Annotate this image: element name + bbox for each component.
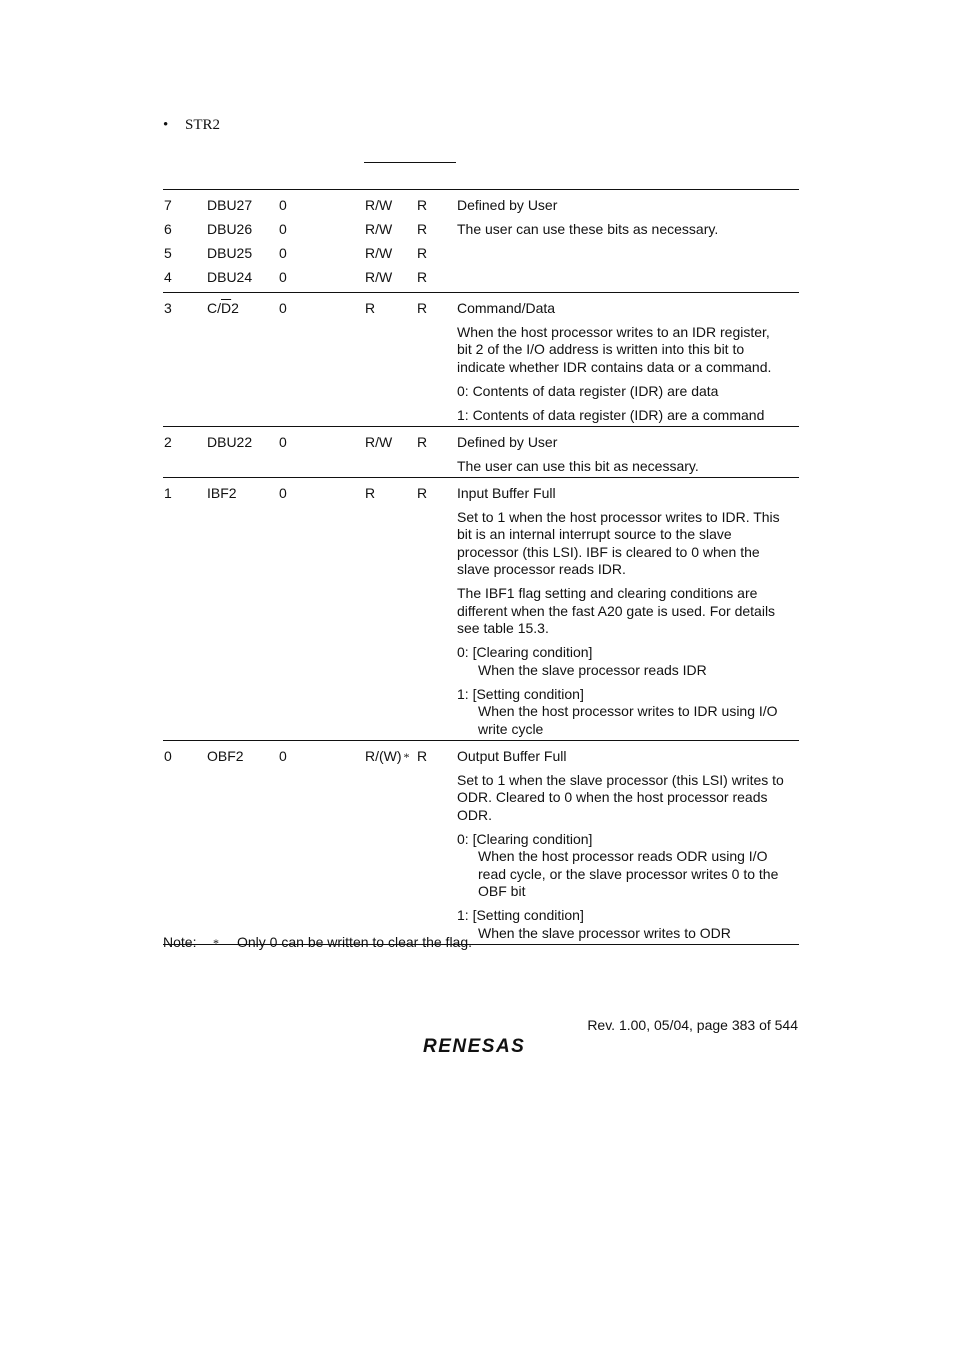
slave-rw-cell: R/W	[365, 196, 393, 213]
slave-rw-cell: R	[365, 299, 376, 316]
description-paragraph	[457, 907, 799, 942]
slave-rw-cell: R/W	[365, 433, 393, 450]
table-group-bit-0	[163, 741, 799, 945]
bit-name-cell: DBU26	[207, 220, 253, 237]
description-paragraph	[457, 644, 799, 679]
description-paragraph: 0: Contents of data register (IDR) are data	[457, 382, 719, 399]
note-text: Only 0 can be written to clear the flag.	[237, 934, 473, 950]
page-footer: Rev. 1.00, 05/04, page 383 of 544	[587, 1017, 798, 1033]
description-text: The user can use these bits as necessary.	[457, 220, 719, 237]
table-row	[163, 190, 799, 214]
description-paragraph	[457, 831, 799, 901]
table-row	[163, 238, 799, 262]
condition-text: When the host processor reads ODR using I/O	[478, 848, 768, 864]
condition-text: OBF bit	[478, 883, 526, 899]
note-label: Note:	[163, 934, 197, 950]
host-rw-cell: R	[417, 220, 428, 237]
initial-value-cell: 0	[279, 433, 287, 450]
table-row	[163, 214, 799, 238]
text-line: ODR. Cleared to 0 when the host processor reads	[457, 789, 768, 805]
text-line: bit is an internal interrupt source to the slave	[457, 526, 732, 542]
description-paragraph	[457, 509, 799, 579]
description-cell	[457, 748, 799, 943]
register-table	[163, 189, 799, 945]
condition-heading: 0: [Clearing condition]	[457, 644, 593, 660]
initial-value-cell: 0	[279, 268, 287, 285]
table-row	[163, 293, 799, 424]
condition-text: write cycle	[478, 720, 544, 737]
text-line: slave processor reads IDR.	[457, 561, 626, 577]
host-rw-cell: R	[417, 244, 428, 261]
text-line: processor (this LSI). IBF is cleared to 0 when the	[457, 543, 760, 560]
description-paragraph	[457, 585, 799, 638]
bit-cell: 6	[164, 220, 172, 237]
text-line: Set to 1 when the slave processor (this LSI) writes to	[457, 771, 784, 788]
bit-name-part: C/	[207, 299, 221, 316]
rw-text: R/(W)	[365, 747, 402, 764]
condition-text: When the host processor writes to IDR using I/O	[478, 703, 778, 719]
section-title: STR2	[185, 117, 221, 133]
text-line: indicate whether IDR contains data or a command.	[457, 358, 772, 375]
table-row	[163, 741, 799, 942]
description-paragraph	[457, 772, 799, 825]
host-rw-cell: R	[417, 747, 428, 764]
description-cell	[457, 485, 799, 739]
bit-name-cell: DBU25	[207, 244, 253, 261]
table-row	[163, 427, 799, 475]
text-line: ODR.	[457, 806, 492, 823]
description-title: Defined by User	[457, 433, 558, 450]
condition-text: When the slave processor writes to ODR	[478, 924, 731, 941]
bit-name-cell: IBF2	[207, 484, 237, 501]
slave-rw-cell: R/W	[365, 220, 393, 237]
text-line: When the host processor writes to an IDR register,	[457, 323, 770, 340]
table-group-bit-3	[163, 293, 799, 427]
table-group-bit-1	[163, 478, 799, 741]
description-title: Input Buffer Full	[457, 484, 556, 501]
description-paragraph: 1: Contents of data register (IDR) are a command	[457, 406, 765, 423]
bit-cell: 7	[164, 196, 172, 213]
initial-value-cell: 0	[279, 747, 287, 764]
description-paragraph	[457, 324, 799, 377]
description-cell	[457, 269, 799, 287]
description-cell	[457, 245, 799, 263]
slave-rw-cell: R	[365, 484, 376, 501]
host-rw-cell: R	[417, 196, 428, 213]
bit-name-overbar: $\overline{D}$	[221, 299, 232, 316]
asterisk-icon: *	[213, 936, 219, 950]
description-paragraph: The user can use this bit as necessary.	[457, 457, 699, 474]
description-cell	[457, 300, 799, 425]
initial-value-cell: 0	[279, 220, 287, 237]
description-paragraph	[457, 686, 799, 739]
renesas-logo	[421, 1034, 541, 1056]
header-rule	[364, 162, 456, 163]
bit-name-cell: OBF2	[207, 747, 244, 764]
text-line: Set to 1 when the host processor writes to IDR. This	[457, 508, 780, 525]
initial-value-cell: 0	[279, 299, 287, 316]
bit-name-cell: DBU22	[207, 433, 253, 450]
table-row	[163, 478, 799, 738]
condition-heading: 1: [Setting condition]	[457, 907, 584, 923]
host-rw-cell: R	[417, 268, 428, 285]
description-cell	[457, 434, 799, 476]
description-title: Output Buffer Full	[457, 747, 567, 764]
bit-cell: 3	[164, 299, 172, 316]
initial-value-cell: 0	[279, 244, 287, 261]
description-title: Command/Data	[457, 299, 556, 316]
text-line: see table 15.3.	[457, 620, 549, 636]
text-line: bit 2 of the I/O address is written into this bit to	[457, 341, 745, 357]
bit-cell: 1	[164, 484, 172, 501]
table-note	[163, 934, 472, 953]
bit-cell: 2	[164, 433, 172, 450]
initial-value-cell: 0	[279, 196, 287, 213]
host-rw-cell: R	[417, 433, 428, 450]
host-rw-cell: R	[417, 484, 428, 501]
bit-cell: 5	[164, 244, 172, 261]
condition-text: When the slave processor reads IDR	[478, 661, 707, 678]
bit-name-cell: DBU27	[207, 196, 253, 213]
condition-text: read cycle, or the slave processor writes 0 to the	[478, 865, 779, 882]
slave-rw-cell: R/W	[365, 268, 393, 285]
bit-name-cell	[207, 300, 279, 425]
logo-text: RENESAS	[423, 1036, 526, 1056]
host-rw-cell: R	[417, 299, 428, 316]
table-group-bit-2	[163, 427, 799, 478]
bit-name-cell: DBU24	[207, 268, 253, 285]
bullet-icon: •	[163, 117, 169, 133]
table-row	[163, 262, 799, 290]
initial-value-cell: 0	[279, 484, 287, 501]
condition-heading: 1: [Setting condition]	[457, 685, 584, 702]
bit-cell: 0	[164, 747, 172, 764]
bit-cell: 4	[164, 268, 172, 285]
table-group-bits-7-4	[163, 190, 799, 293]
condition-heading: 0: [Clearing condition]	[457, 830, 593, 847]
section-heading	[163, 117, 220, 134]
slave-rw-cell	[365, 748, 417, 943]
text-line: The IBF1 flag setting and clearing conditions are	[457, 585, 758, 601]
bit-name-part: 2	[231, 299, 239, 316]
slave-rw-cell: R/W	[365, 244, 393, 261]
asterisk-icon: *	[403, 749, 410, 764]
description-title: Defined by User	[457, 196, 558, 213]
text-line: different when the fast A20 gate is used. For details	[457, 602, 776, 619]
